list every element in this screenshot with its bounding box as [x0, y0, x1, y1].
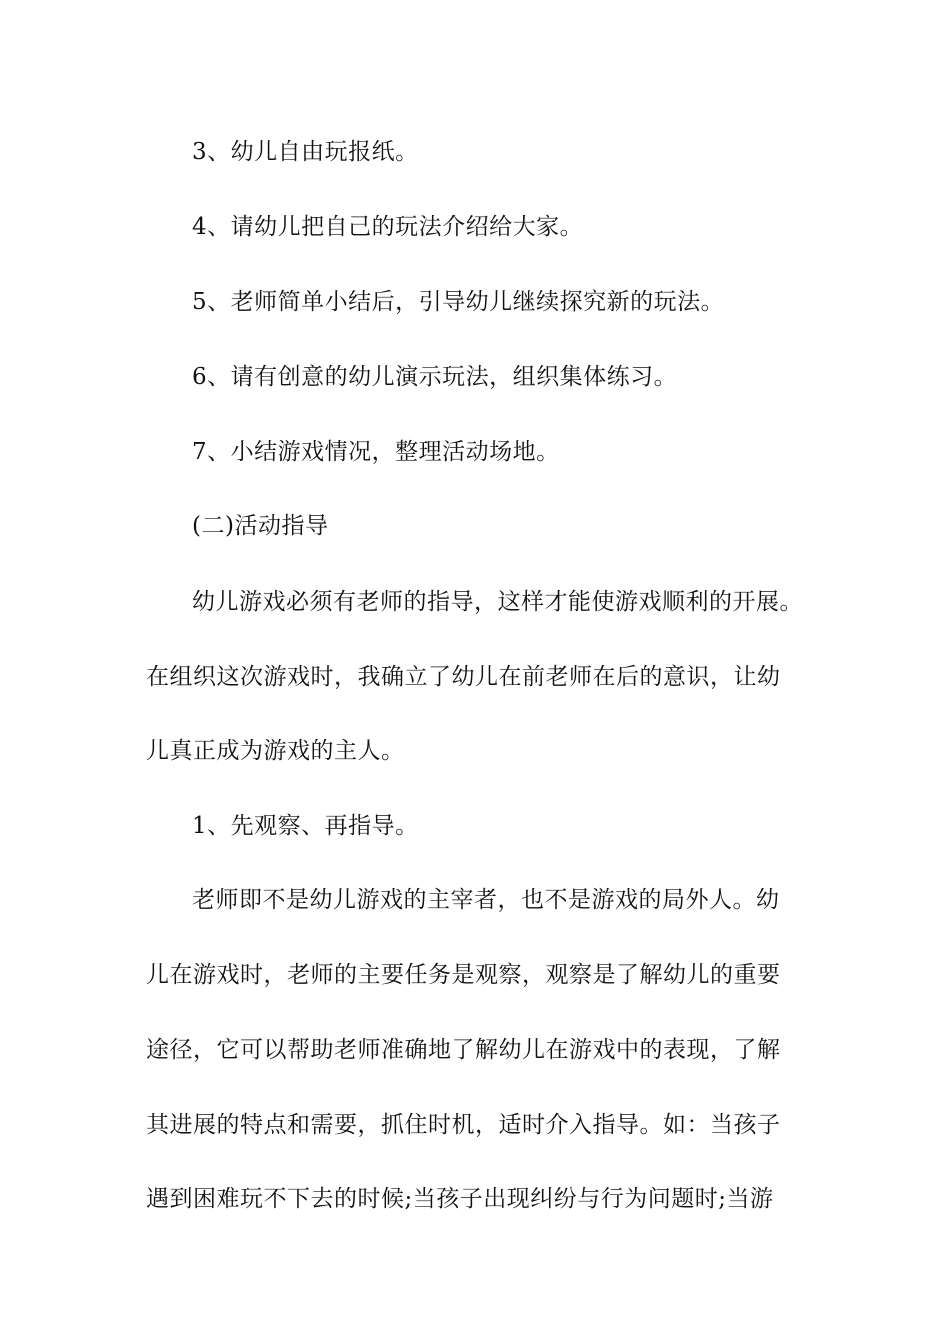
paragraph-line: 其进展的特点和需要，抓住时机，适时介入指导。如：当孩子 — [146, 1112, 781, 1138]
step-3-line: 3、幼儿自由玩报纸。 — [192, 139, 419, 165]
paragraph-line: 在组织这次游戏时，我确立了幼儿在前老师在后的意识，让幼 — [146, 664, 781, 690]
section-heading: (二)活动指导 — [192, 513, 329, 539]
paragraph-line: 遇到困难玩不下去的时候;当孩子出现纠纷与行为问题时;当游 — [146, 1186, 774, 1212]
paragraph-line: 儿真正成为游戏的主人。 — [146, 738, 405, 764]
subheading-line: 1、先观察、再指导。 — [192, 813, 419, 839]
step-6-line: 6、请有创意的幼儿演示玩法，组织集体练习。 — [192, 364, 678, 390]
paragraph-line: 途径，它可以帮助老师准确地了解幼儿在游戏中的表现，了解 — [146, 1037, 781, 1063]
step-4-line: 4、请幼儿把自己的玩法介绍给大家。 — [192, 214, 584, 240]
paragraph-line: 幼儿游戏必须有老师的指导，这样才能使游戏顺利的开展。 — [192, 589, 803, 615]
paragraph-line: 老师即不是幼儿游戏的主宰者，也不是游戏的局外人。幼 — [192, 887, 780, 913]
paragraph-line: 儿在游戏时，老师的主要任务是观察，观察是了解幼儿的重要 — [146, 962, 781, 988]
step-7-line: 7、小结游戏情况，整理活动场地。 — [192, 439, 560, 465]
step-5-line: 5、老师简单小结后，引导幼儿继续探究新的玩法。 — [192, 289, 725, 315]
